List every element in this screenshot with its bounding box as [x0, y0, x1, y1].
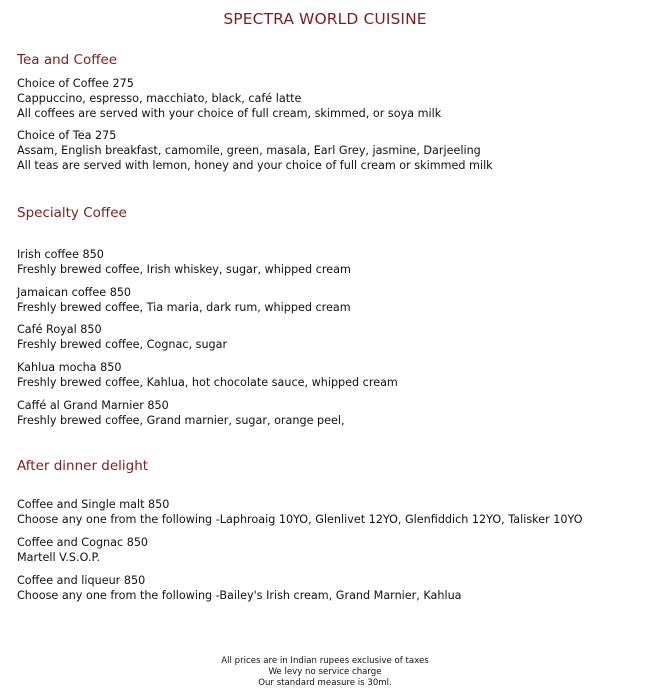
item-name: Caffé al Grand Marnier 850: [17, 399, 169, 412]
item-name: Coffee and Cognac 850: [17, 536, 149, 549]
menu-item-kahlua-mocha: [17, 360, 398, 390]
item-description: All coffees are served with your choice of full cream, skimmed, or soya milk: [17, 107, 442, 120]
item-name: Jamaican coffee 850: [17, 286, 132, 299]
section-title-tea-and-coffee: Tea and Coffee: [17, 52, 118, 68]
item-description: Freshly brewed coffee, Tia maria, dark rum, whipped cream: [17, 301, 351, 314]
item-name: Coffee and liqueur 850: [17, 574, 146, 587]
section-title-specialty-coffee: Specialty Coffee: [17, 205, 127, 221]
item-description: Cappuccino, espresso, macchiato, black, café latte: [17, 92, 302, 105]
item-name: Choice of Tea 275: [17, 129, 117, 142]
item-description: Assam, English breakfast, camomile, green, masala, Earl Grey, jasmine, Darjeeling: [17, 144, 481, 157]
item-description: Freshly brewed coffee, Kahlua, hot chocolate sauce, whipped cream: [17, 376, 398, 389]
footer-line-service-charge: We levy no service charge: [268, 666, 382, 677]
item-description: Freshly brewed coffee, Grand marnier, sugar, orange peel,: [17, 414, 345, 427]
menu-item-choice-of-tea: [17, 128, 493, 173]
item-name: Coffee and Single malt 850: [17, 498, 170, 511]
item-name: Kahlua mocha 850: [17, 361, 122, 374]
item-name: Choice of Coffee 275: [17, 77, 134, 90]
menu-title: SPECTRA WORLD CUISINE: [223, 10, 427, 28]
menu-item-cafe-royal: [17, 322, 227, 352]
menu-item-choice-of-coffee: [17, 76, 441, 121]
section-title-after-dinner-delight: After dinner delight: [17, 458, 149, 474]
footer-line-standard-measure: Our standard measure is 30ml.: [258, 677, 392, 688]
item-description: Martell V.S.O.P.: [17, 551, 101, 564]
menu-item-coffee-and-single-malt: [17, 497, 583, 527]
item-description: Freshly brewed coffee, Irish whiskey, sugar, whipped cream: [17, 263, 351, 276]
menu-item-coffee-and-cognac: [17, 535, 148, 565]
footer-notes: [0, 656, 650, 688]
menu-item-caffe-al-grand-marnier: [17, 398, 345, 428]
footer-line-taxes: All prices are in Indian rupees exclusive of taxes: [221, 656, 429, 666]
item-description: Choose any one from the following -Laphroaig 10YO, Glenlivet 12YO, Glenfiddich 12YO, Talisker 10YO: [17, 513, 583, 526]
item-name: Café Royal 850: [17, 323, 102, 336]
item-description: Freshly brewed coffee, Cognac, sugar: [17, 338, 228, 351]
menu-item-coffee-and-liqueur: [17, 573, 462, 603]
item-description: Choose any one from the following -Bailey's Irish cream, Grand Marnier, Kahlua: [17, 589, 462, 602]
menu-item-jamaican-coffee: [17, 285, 351, 315]
item-name: Irish coffee 850: [17, 248, 104, 261]
menu-item-irish-coffee: [17, 247, 351, 277]
item-description: All teas are served with lemon, honey and your choice of full cream or skimmed milk: [17, 159, 493, 172]
